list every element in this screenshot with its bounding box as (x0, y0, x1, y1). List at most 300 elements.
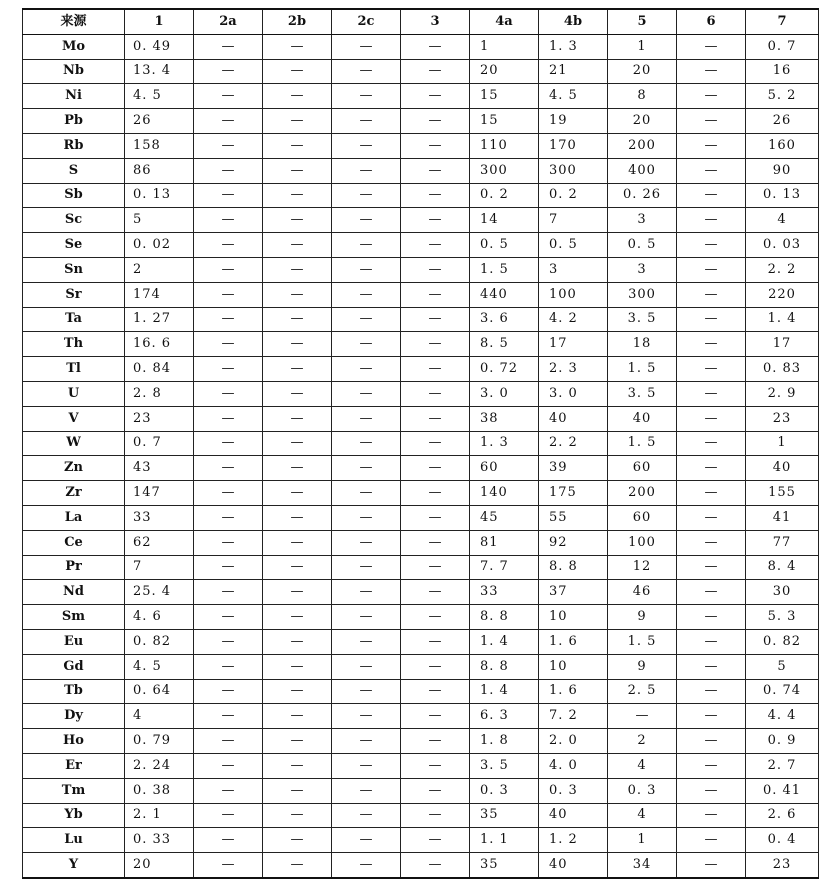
value-cell: 300 (470, 158, 539, 183)
value-cell: — (677, 505, 746, 530)
value-cell: 2. 2 (746, 257, 819, 282)
value-cell: 3 (608, 208, 677, 233)
value-cell: — (194, 109, 263, 134)
value-cell: — (677, 853, 746, 878)
value-cell: 7 (539, 208, 608, 233)
value-cell: 62 (125, 530, 194, 555)
value-cell: — (677, 357, 746, 382)
header-column-3: 3 (401, 9, 470, 34)
element-name-cell: Lu (23, 828, 125, 853)
element-name-cell: Th (23, 332, 125, 357)
value-cell: — (401, 208, 470, 233)
element-name-cell: Ce (23, 530, 125, 555)
value-cell: — (263, 704, 332, 729)
element-name-cell: Yb (23, 803, 125, 828)
value-cell: 1 (608, 828, 677, 853)
value-cell: — (194, 183, 263, 208)
value-cell: — (677, 456, 746, 481)
value-cell: 23 (746, 406, 819, 431)
value-cell: — (194, 59, 263, 84)
value-cell: 35 (470, 803, 539, 828)
element-name-cell: La (23, 505, 125, 530)
value-cell: — (401, 729, 470, 754)
value-cell: — (332, 605, 401, 630)
table-row (23, 257, 819, 282)
value-cell: 40 (539, 406, 608, 431)
value-cell: — (332, 332, 401, 357)
value-cell: 3. 0 (539, 381, 608, 406)
value-cell: — (263, 679, 332, 704)
element-name-cell: Sn (23, 257, 125, 282)
value-cell: 2 (608, 729, 677, 754)
table-row (23, 431, 819, 456)
value-cell: 440 (470, 282, 539, 307)
value-cell: 10 (539, 654, 608, 679)
value-cell: — (401, 183, 470, 208)
value-cell: — (677, 282, 746, 307)
value-cell: — (401, 158, 470, 183)
value-cell: — (194, 158, 263, 183)
value-cell: — (401, 84, 470, 109)
table-row (23, 282, 819, 307)
value-cell: — (332, 282, 401, 307)
value-cell: — (332, 34, 401, 59)
table-row (23, 34, 819, 59)
value-cell: — (677, 729, 746, 754)
value-cell: 4. 4 (746, 704, 819, 729)
value-cell: — (263, 257, 332, 282)
value-cell: — (194, 381, 263, 406)
value-cell: — (263, 654, 332, 679)
table-row (23, 233, 819, 258)
value-cell: — (332, 679, 401, 704)
table-row (23, 729, 819, 754)
value-cell: — (194, 704, 263, 729)
value-cell: 1. 2 (539, 828, 608, 853)
value-cell: 1. 1 (470, 828, 539, 853)
value-cell: — (194, 729, 263, 754)
table-row (23, 481, 819, 506)
value-cell: 39 (539, 456, 608, 481)
element-name-cell: Nd (23, 580, 125, 605)
value-cell: — (194, 778, 263, 803)
value-cell: 1. 8 (470, 729, 539, 754)
value-cell: — (332, 431, 401, 456)
value-cell: — (263, 505, 332, 530)
table-row (23, 381, 819, 406)
value-cell: 60 (608, 456, 677, 481)
value-cell: — (677, 803, 746, 828)
value-cell: — (332, 729, 401, 754)
value-cell: — (194, 629, 263, 654)
table-row (23, 555, 819, 580)
value-cell: — (332, 629, 401, 654)
element-name-cell: Tl (23, 357, 125, 382)
value-cell: — (677, 753, 746, 778)
element-name-cell: U (23, 381, 125, 406)
value-cell: 0. 7 (125, 431, 194, 456)
table-row (23, 629, 819, 654)
value-cell: — (401, 853, 470, 878)
value-cell: — (677, 59, 746, 84)
value-cell: — (677, 158, 746, 183)
value-cell: — (263, 555, 332, 580)
value-cell: — (401, 753, 470, 778)
value-cell: 1. 6 (539, 679, 608, 704)
value-cell: — (401, 431, 470, 456)
value-cell: 0. 41 (746, 778, 819, 803)
value-cell: 25. 4 (125, 580, 194, 605)
value-cell: — (263, 778, 332, 803)
value-cell: — (332, 580, 401, 605)
table-row (23, 183, 819, 208)
value-cell: 0. 7 (746, 34, 819, 59)
value-cell: — (401, 357, 470, 382)
value-cell: — (677, 778, 746, 803)
value-cell: 23 (746, 853, 819, 878)
value-cell: 77 (746, 530, 819, 555)
value-cell: 20 (470, 59, 539, 84)
value-cell: — (401, 605, 470, 630)
value-cell: 5 (125, 208, 194, 233)
value-cell: 8. 8 (470, 605, 539, 630)
value-cell: — (263, 208, 332, 233)
value-cell: — (332, 233, 401, 258)
value-cell: — (194, 257, 263, 282)
header-column-2b: 2b (263, 9, 332, 34)
value-cell: — (332, 183, 401, 208)
value-cell: — (263, 59, 332, 84)
table-row (23, 332, 819, 357)
value-cell: 20 (608, 109, 677, 134)
value-cell: 40 (539, 803, 608, 828)
value-cell: — (332, 505, 401, 530)
value-cell: 92 (539, 530, 608, 555)
value-cell: — (332, 307, 401, 332)
table-row (23, 828, 819, 853)
value-cell: 0. 02 (125, 233, 194, 258)
value-cell: — (263, 282, 332, 307)
value-cell: 90 (746, 158, 819, 183)
value-cell: 46 (608, 580, 677, 605)
value-cell: — (401, 679, 470, 704)
value-cell: — (677, 34, 746, 59)
value-cell: 0. 5 (539, 233, 608, 258)
value-cell: — (194, 530, 263, 555)
value-cell: 8. 8 (470, 654, 539, 679)
value-cell: — (677, 183, 746, 208)
value-cell: 2. 8 (125, 381, 194, 406)
element-name-cell: Mo (23, 34, 125, 59)
value-cell: — (401, 282, 470, 307)
value-cell: — (263, 629, 332, 654)
value-cell: — (194, 580, 263, 605)
element-name-cell: Rb (23, 133, 125, 158)
value-cell: 3. 5 (608, 381, 677, 406)
element-name-cell: Zn (23, 456, 125, 481)
value-cell: 0. 82 (746, 629, 819, 654)
value-cell: — (263, 34, 332, 59)
table-row (23, 778, 819, 803)
value-cell: — (263, 307, 332, 332)
table-row (23, 109, 819, 134)
value-cell: 34 (608, 853, 677, 878)
element-name-cell: V (23, 406, 125, 431)
value-cell: 40 (746, 456, 819, 481)
table-row (23, 853, 819, 878)
value-cell: — (677, 307, 746, 332)
value-cell: 140 (470, 481, 539, 506)
value-cell: 4 (125, 704, 194, 729)
value-cell: — (401, 704, 470, 729)
element-name-cell: Eu (23, 629, 125, 654)
table-row (23, 704, 819, 729)
value-cell: — (401, 59, 470, 84)
value-cell: — (677, 381, 746, 406)
table-row (23, 605, 819, 630)
value-cell: 2. 9 (746, 381, 819, 406)
value-cell: 4 (608, 803, 677, 828)
value-cell: 400 (608, 158, 677, 183)
value-cell: — (332, 704, 401, 729)
value-cell: — (677, 84, 746, 109)
value-cell: — (194, 803, 263, 828)
value-cell: 30 (746, 580, 819, 605)
value-cell: 7. 7 (470, 555, 539, 580)
value-cell: 1. 6 (539, 629, 608, 654)
value-cell: — (677, 530, 746, 555)
value-cell: 175 (539, 481, 608, 506)
value-cell: 8 (608, 84, 677, 109)
value-cell: 200 (608, 133, 677, 158)
value-cell: 0. 72 (470, 357, 539, 382)
value-cell: 3 (539, 257, 608, 282)
value-cell: 2. 2 (539, 431, 608, 456)
value-cell: 0. 83 (746, 357, 819, 382)
value-cell: 5. 3 (746, 605, 819, 630)
value-cell: 3. 5 (608, 307, 677, 332)
element-name-cell: Sc (23, 208, 125, 233)
value-cell: 4. 2 (539, 307, 608, 332)
header-column-6: 6 (677, 9, 746, 34)
value-cell: — (332, 133, 401, 158)
table-row (23, 59, 819, 84)
table-row (23, 753, 819, 778)
value-cell: 1. 4 (470, 629, 539, 654)
value-cell: — (677, 208, 746, 233)
value-cell: 35 (470, 853, 539, 878)
value-cell: — (332, 357, 401, 382)
table-row (23, 530, 819, 555)
value-cell: 4 (608, 753, 677, 778)
value-cell: 0. 64 (125, 679, 194, 704)
value-cell: — (263, 605, 332, 630)
value-cell: — (677, 332, 746, 357)
value-cell: — (332, 828, 401, 853)
value-cell: 2. 0 (539, 729, 608, 754)
value-cell: 5. 2 (746, 84, 819, 109)
value-cell: 1. 27 (125, 307, 194, 332)
value-cell: — (194, 233, 263, 258)
value-cell: 0. 26 (608, 183, 677, 208)
value-cell: 0. 13 (125, 183, 194, 208)
value-cell: 8. 5 (470, 332, 539, 357)
value-cell: — (677, 481, 746, 506)
value-cell: 55 (539, 505, 608, 530)
header-column-2a: 2a (194, 9, 263, 34)
value-cell: 26 (746, 109, 819, 134)
value-cell: 158 (125, 133, 194, 158)
header-column-2c: 2c (332, 9, 401, 34)
table-row (23, 456, 819, 481)
value-cell: — (263, 828, 332, 853)
element-name-cell: Sm (23, 605, 125, 630)
table-row (23, 133, 819, 158)
value-cell: 220 (746, 282, 819, 307)
value-cell: 0. 3 (539, 778, 608, 803)
value-cell: — (677, 679, 746, 704)
value-cell: — (401, 828, 470, 853)
value-cell: — (677, 629, 746, 654)
value-cell: — (608, 704, 677, 729)
value-cell: — (677, 654, 746, 679)
value-cell: — (194, 555, 263, 580)
value-cell: — (332, 84, 401, 109)
value-cell: — (401, 34, 470, 59)
value-cell: — (263, 158, 332, 183)
element-name-cell: Ho (23, 729, 125, 754)
value-cell: 2. 1 (125, 803, 194, 828)
value-cell: — (677, 704, 746, 729)
value-cell: — (401, 505, 470, 530)
value-cell: 23 (125, 406, 194, 431)
value-cell: 4. 5 (125, 654, 194, 679)
value-cell: — (401, 481, 470, 506)
value-cell: 100 (608, 530, 677, 555)
data-table-container (22, 8, 818, 879)
value-cell: — (332, 257, 401, 282)
value-cell: 0. 13 (746, 183, 819, 208)
value-cell: — (401, 381, 470, 406)
value-cell: — (263, 456, 332, 481)
value-cell: — (194, 357, 263, 382)
value-cell: 2. 5 (608, 679, 677, 704)
value-cell: — (401, 307, 470, 332)
value-cell: — (332, 654, 401, 679)
value-cell: — (332, 456, 401, 481)
element-name-cell: Sb (23, 183, 125, 208)
value-cell: — (263, 332, 332, 357)
element-name-cell: Tm (23, 778, 125, 803)
table-row (23, 208, 819, 233)
value-cell: 0. 84 (125, 357, 194, 382)
value-cell: — (263, 431, 332, 456)
element-name-cell: Er (23, 753, 125, 778)
value-cell: 33 (125, 505, 194, 530)
value-cell: 7 (125, 555, 194, 580)
value-cell: — (401, 109, 470, 134)
value-cell: — (677, 406, 746, 431)
value-cell: 3. 0 (470, 381, 539, 406)
value-cell: — (677, 133, 746, 158)
value-cell: — (194, 605, 263, 630)
value-cell: — (332, 59, 401, 84)
value-cell: 4. 5 (539, 84, 608, 109)
table-body (23, 34, 819, 878)
header-column-7: 7 (746, 9, 819, 34)
value-cell: — (401, 778, 470, 803)
value-cell: — (263, 753, 332, 778)
value-cell: — (401, 332, 470, 357)
value-cell: 1. 4 (470, 679, 539, 704)
table-row (23, 505, 819, 530)
header-row (23, 9, 819, 34)
value-cell: — (677, 828, 746, 853)
value-cell: 160 (746, 133, 819, 158)
value-cell: 13. 4 (125, 59, 194, 84)
value-cell: 5 (746, 654, 819, 679)
value-cell: 9 (608, 654, 677, 679)
value-cell: — (194, 133, 263, 158)
value-cell: 1 (746, 431, 819, 456)
value-cell: 2. 7 (746, 753, 819, 778)
element-name-cell: Pb (23, 109, 125, 134)
value-cell: — (401, 555, 470, 580)
element-name-cell: Gd (23, 654, 125, 679)
value-cell: — (401, 406, 470, 431)
value-cell: 0. 82 (125, 629, 194, 654)
value-cell: 1. 4 (746, 307, 819, 332)
value-cell: 43 (125, 456, 194, 481)
value-cell: 147 (125, 481, 194, 506)
value-cell: — (263, 729, 332, 754)
value-cell: — (263, 853, 332, 878)
value-cell: 14 (470, 208, 539, 233)
value-cell: 17 (539, 332, 608, 357)
header-column-5: 5 (608, 9, 677, 34)
element-name-cell: Y (23, 853, 125, 878)
value-cell: 15 (470, 109, 539, 134)
value-cell: — (194, 828, 263, 853)
value-cell: 1. 5 (608, 431, 677, 456)
value-cell: 37 (539, 580, 608, 605)
value-cell: — (332, 406, 401, 431)
value-cell: — (263, 406, 332, 431)
value-cell: — (263, 84, 332, 109)
value-cell: 4 (746, 208, 819, 233)
value-cell: — (401, 654, 470, 679)
value-cell: — (194, 679, 263, 704)
value-cell: — (677, 431, 746, 456)
value-cell: — (194, 431, 263, 456)
table-row (23, 580, 819, 605)
value-cell: 0. 33 (125, 828, 194, 853)
value-cell: 0. 49 (125, 34, 194, 59)
table-row (23, 158, 819, 183)
value-cell: — (332, 381, 401, 406)
value-cell: — (194, 332, 263, 357)
header-column-4a: 4a (470, 9, 539, 34)
value-cell: 17 (746, 332, 819, 357)
value-cell: 0. 74 (746, 679, 819, 704)
value-cell: — (263, 133, 332, 158)
value-cell: 1. 5 (608, 629, 677, 654)
header-source: 来源 (23, 9, 125, 34)
value-cell: — (401, 580, 470, 605)
value-cell: 60 (470, 456, 539, 481)
table-row (23, 84, 819, 109)
value-cell: 174 (125, 282, 194, 307)
